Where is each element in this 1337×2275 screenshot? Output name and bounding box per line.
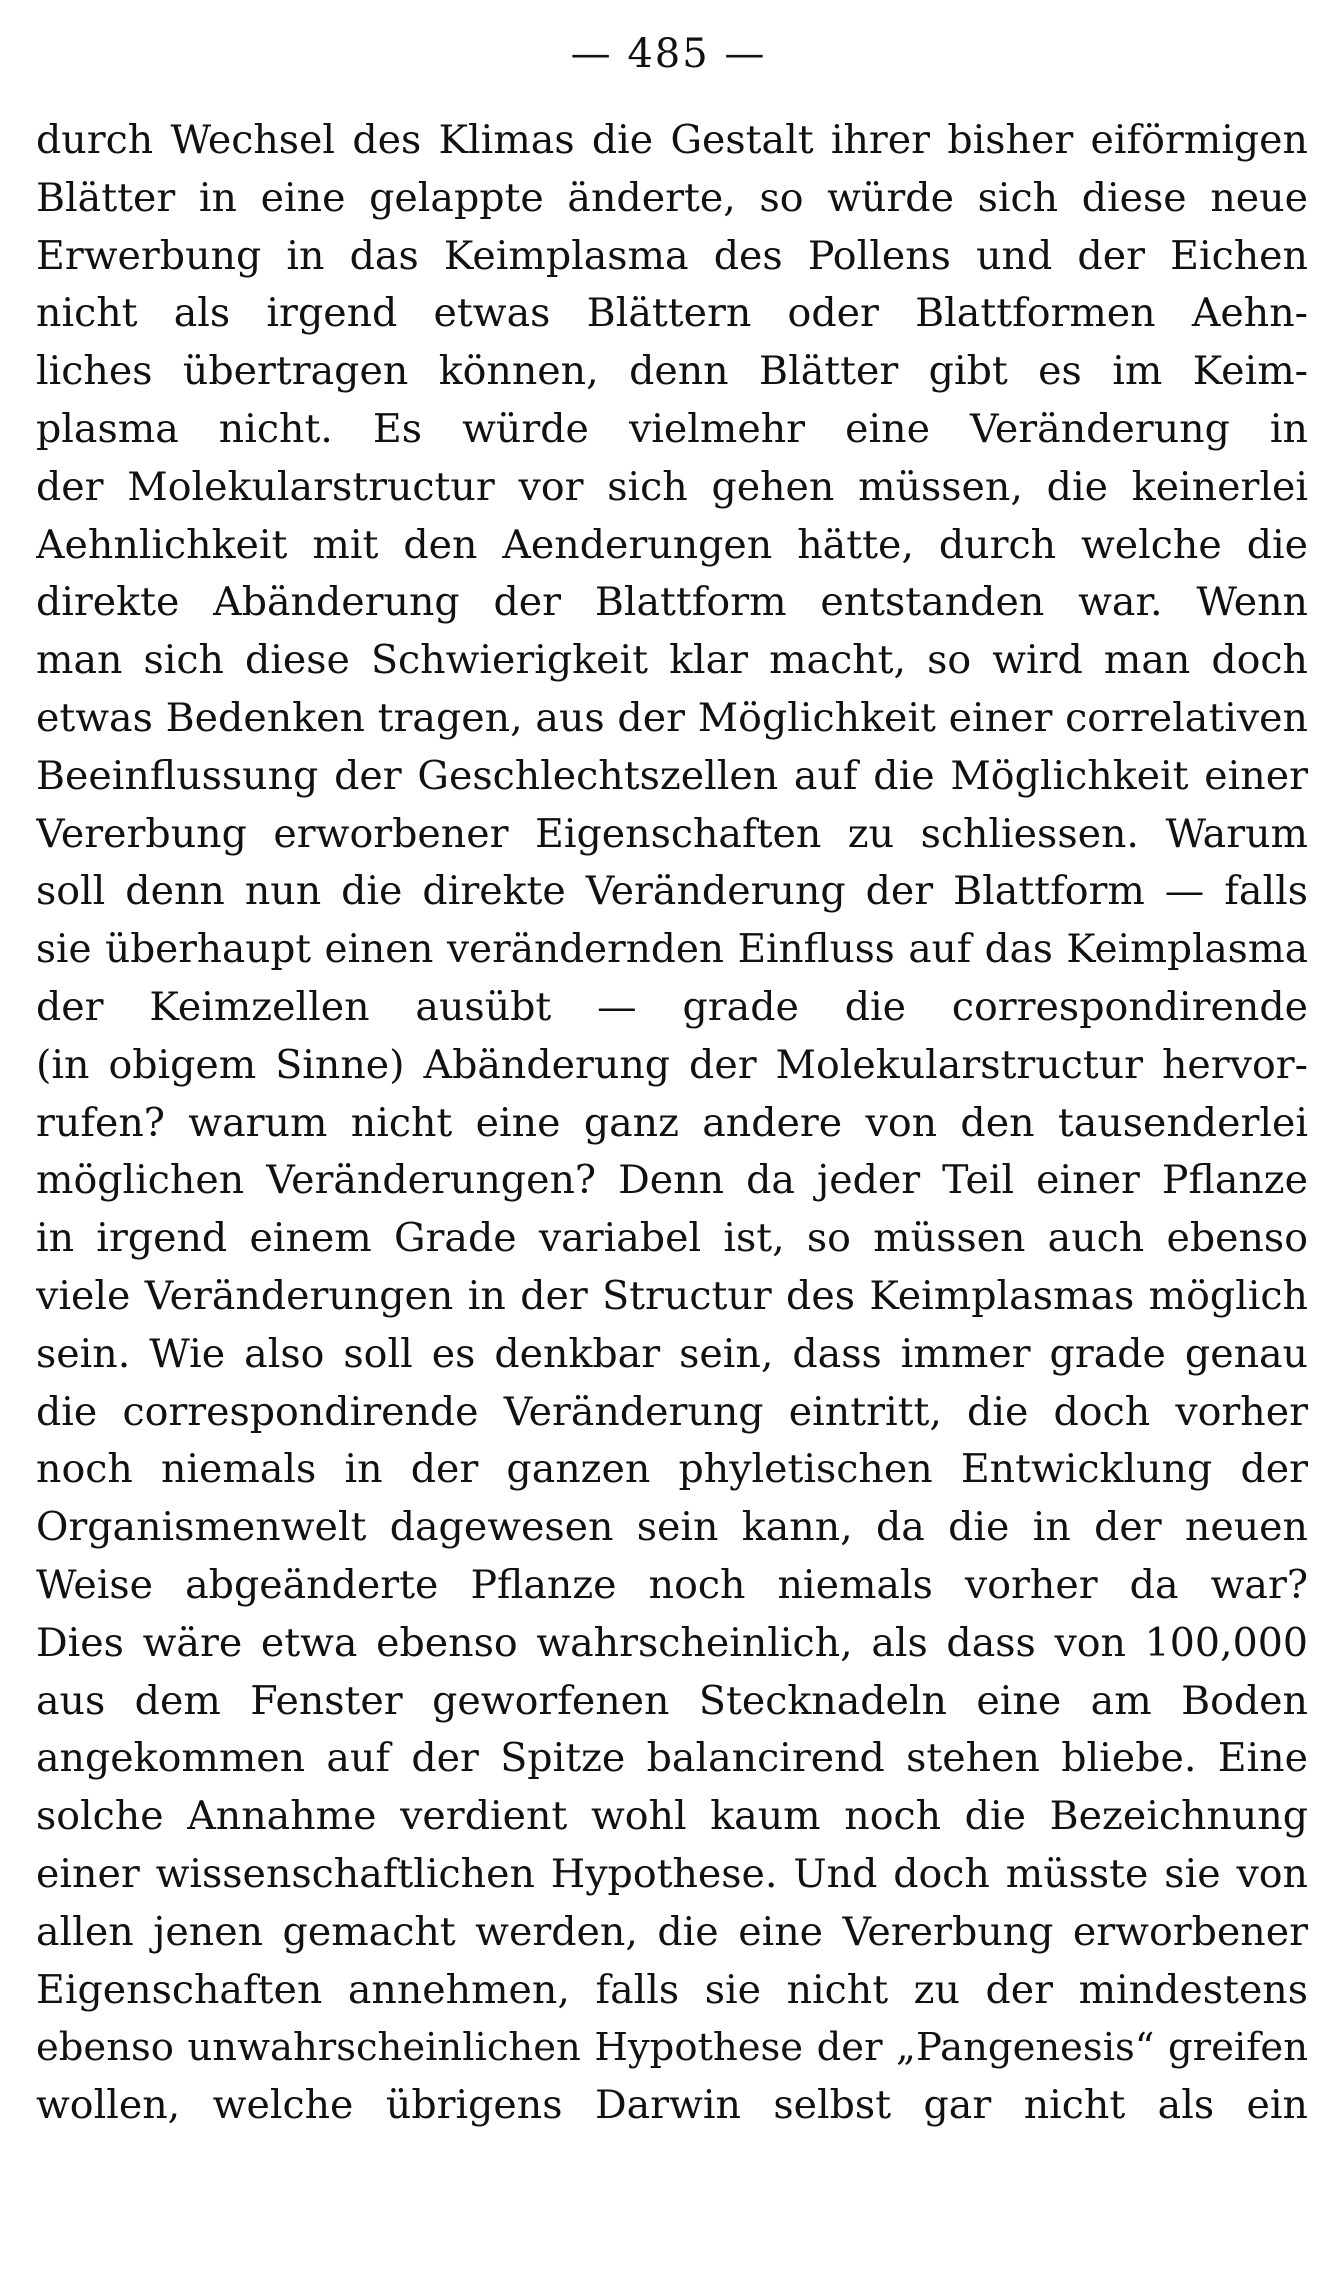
text-line: ebenso unwahrscheinlichen Hypothese der „Pangenesis“ greifen	[36, 2025, 1308, 2071]
text-line: man sich diese Schwierigkeit klar macht, so wird man doch	[36, 637, 1308, 684]
text-line: rufen? warum nicht eine ganz andere von den tausenderlei	[36, 1099, 1308, 1146]
text-line: (in obigem Sinne) Abänderung der Molekularstructur hervor-	[36, 1041, 1308, 1088]
text-line: der Keimzellen ausübt — grade die correspondirende	[36, 983, 1308, 1030]
text-line: noch niemals in der ganzen phyletischen Entwicklung der	[36, 1446, 1308, 1493]
text-line: viele Veränderungen in der Structur des Keimplasmas möglich	[36, 1272, 1308, 1319]
text-line: die correspondirende Veränderung eintritt, die doch vorher	[36, 1388, 1308, 1435]
text-line: sein. Wie also soll es denkbar sein, dass immer grade genau	[36, 1330, 1308, 1377]
text-line: allen jenen gemacht werden, die eine Vererbung erworbener	[36, 1908, 1308, 1955]
text-line: solche Annahme verdient wohl kaum noch die Bezeichnung	[36, 1793, 1308, 1840]
text-line: durch Wechsel des Klimas die Gestalt ihrer bisher eiförmigen	[36, 117, 1308, 163]
text-line: der Molekularstructur vor sich gehen müssen, die keinerlei	[36, 463, 1308, 510]
text-line: plasma nicht. Es würde vielmehr eine Veränderung in	[36, 405, 1308, 452]
text-line: Aehnlichkeit mit den Aenderungen hätte, durch welche die	[36, 521, 1308, 568]
text-line: wollen, welche übrigens Darwin selbst gar nicht als ein	[36, 2082, 1308, 2129]
body-text	[36, 112, 1308, 2135]
text-line: etwas Bedenken tragen, aus der Möglichkeit einer correlativen	[36, 694, 1308, 741]
text-line: Blätter in eine gelappte änderte, so würde sich diese neue	[36, 174, 1308, 221]
text-line: soll denn nun die direkte Veränderung der Blattform — falls	[36, 868, 1308, 915]
text-line: nicht als irgend etwas Blättern oder Blattformen Aehn-	[36, 290, 1308, 337]
text-line: Eigenschaften annehmen, falls sie nicht zu der mindestens	[36, 1966, 1308, 2013]
text-line: Dies wäre etwa ebenso wahrscheinlich, als dass von 100,000	[36, 1619, 1308, 1666]
text-line: direkte Abänderung der Blattform entstanden war. Wenn	[36, 579, 1308, 626]
text-line: liches übertragen können, denn Blätter gibt es im Keim-	[36, 348, 1308, 395]
text-line: sie überhaupt einen verändernden Einfluss auf das Keimplasma	[36, 927, 1308, 973]
text-line: in irgend einem Grade variabel ist, so müssen auch ebenso	[36, 1215, 1308, 1262]
text-line: Weise abgeänderte Pflanze noch niemals vorher da war?	[36, 1561, 1308, 1608]
text-line: möglichen Veränderungen? Denn da jeder Teil einer Pflanze	[36, 1157, 1308, 1204]
text-line: Vererbung erworbener Eigenschaften zu schliessen. Warum	[36, 810, 1308, 857]
text-line: einer wissenschaftlichen Hypothese. Und doch müsste sie von	[36, 1850, 1308, 1897]
text-line: Organismenwelt dagewesen sein kann, da die in der neuen	[36, 1504, 1308, 1551]
text-line: aus dem Fenster geworfenen Stecknadeln eine am Boden	[36, 1677, 1308, 1724]
text-line: Erwerbung in das Keimplasma des Pollens und der Eichen	[36, 232, 1308, 279]
text-line: Beeinflussung der Geschlechtszellen auf die Möglichkeit einer	[36, 752, 1308, 799]
page-number: — 485 —	[570, 31, 767, 77]
text-line: angekommen auf der Spitze balancirend stehen bliebe. Eine	[36, 1735, 1308, 1782]
